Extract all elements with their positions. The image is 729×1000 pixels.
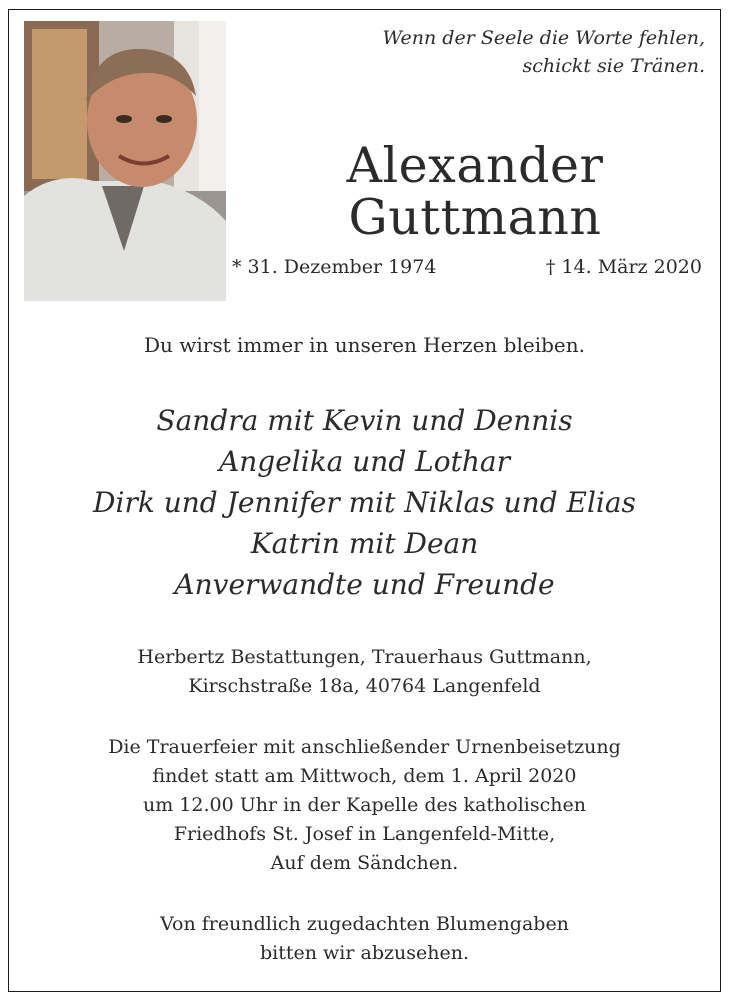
last-name: Guttmann (348, 189, 602, 246)
life-dates (232, 256, 702, 278)
first-name: Alexander (346, 137, 604, 194)
flowers-note (0, 910, 729, 968)
quote-line-2: schickt sie Tränen. (522, 55, 705, 77)
ceremony-details (0, 733, 729, 878)
mourners-list (0, 400, 729, 605)
motto-text: Du wirst immer in unseren Herzen bleiben. (144, 333, 585, 357)
mourner-line: Sandra mit Kevin und Dennis (156, 404, 573, 437)
ceremony-line-5: Auf dem Sändchen. (270, 852, 459, 874)
mourner-line: Katrin mit Dean (250, 527, 479, 560)
mourner-line: Anverwandte und Freunde (174, 568, 555, 601)
funeral-home-address (0, 643, 729, 701)
funeral-home-line-1: Herbertz Bestattungen, Trauerhaus Guttmann, (137, 646, 592, 668)
portrait-illustration (24, 21, 226, 301)
birth-date: * 31. Dezember 1974 (232, 256, 437, 278)
funeral-home-line-2: Kirschstraße 18a, 40764 Langenfeld (188, 675, 541, 697)
flowers-line-1: Von freundlich zugedachten Blumengaben (160, 913, 569, 935)
flowers-line-2: bitten wir abzusehen. (260, 942, 469, 964)
death-date: † 14. März 2020 (545, 256, 702, 278)
ceremony-line-2: findet statt am Mittwoch, dem 1. April 2020 (152, 765, 577, 787)
ceremony-line-4: Friedhofs St. Josef in Langenfeld-Mitte, (173, 823, 556, 845)
mourner-line: Dirk und Jennifer mit Niklas und Elias (93, 486, 636, 519)
deceased-name (250, 137, 700, 246)
memorial-quote (305, 24, 705, 80)
portrait-photo (24, 21, 226, 301)
quote-line-1: Wenn der Seele die Worte fehlen, (382, 27, 705, 49)
mourner-line: Angelika und Lothar (219, 445, 510, 478)
ceremony-line-1: Die Trauerfeier mit anschließender Urnenbeisetzung (108, 736, 621, 758)
ceremony-line-3: um 12.00 Uhr in der Kapelle des katholischen (143, 794, 586, 816)
